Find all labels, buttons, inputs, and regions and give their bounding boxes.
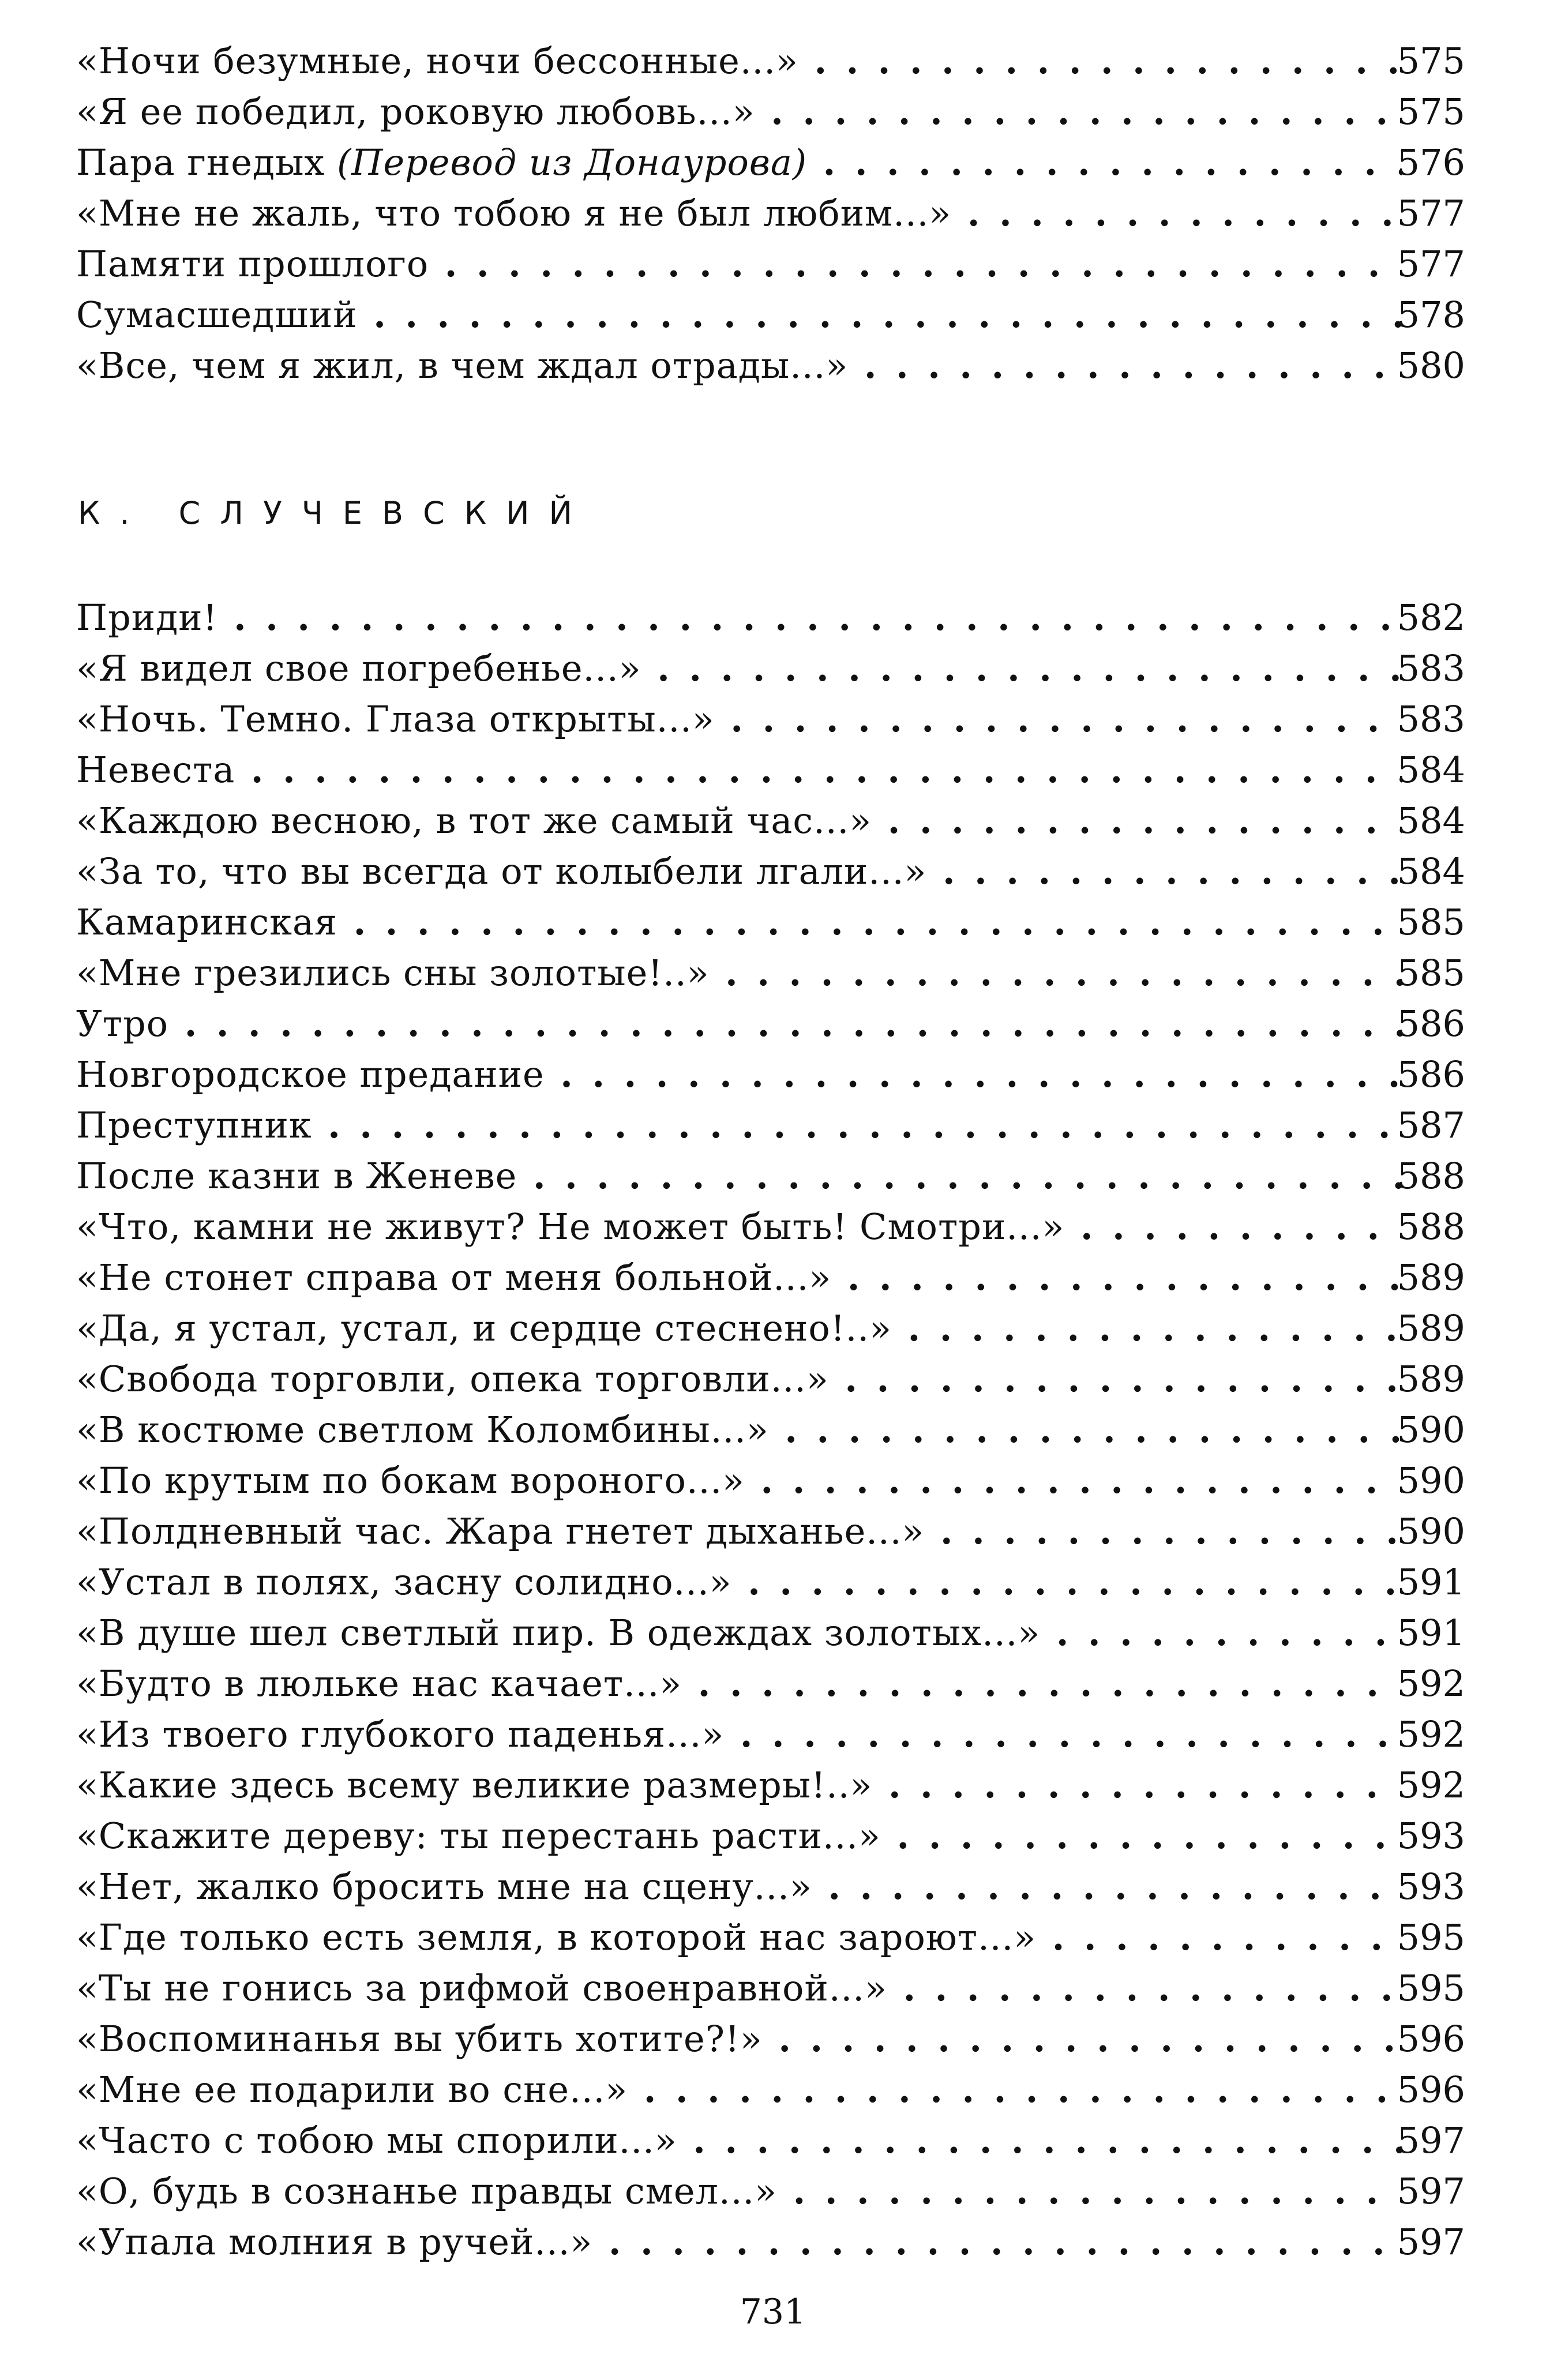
toc-list-sluchevsky — [0, 592, 1546, 2268]
toc-entry — [0, 1405, 1546, 1455]
toc-entry — [0, 795, 1546, 846]
toc-entry-subtitle: (Перевод из Донаурова) — [337, 141, 808, 183]
toc-entry — [0, 239, 1546, 290]
toc-entry-page-number: 589 — [1397, 1358, 1465, 1400]
page-number: 731 — [740, 2292, 806, 2332]
toc-entry — [0, 897, 1546, 948]
toc-entry-title — [76, 1405, 1402, 1455]
toc-entry — [0, 1709, 1546, 1760]
toc-entry-title — [76, 1811, 1402, 1861]
toc-entry-title-text: «Я ее победил, роковую любовь...» — [76, 91, 755, 133]
toc-entry — [0, 2166, 1546, 2217]
toc-entry — [0, 1912, 1546, 1963]
toc-entry-title — [76, 998, 1402, 1049]
toc-entry — [0, 2217, 1546, 2268]
toc-entry-title-text: Невеста — [76, 749, 235, 791]
toc-entry-page-number: 591 — [1397, 1561, 1465, 1603]
toc-entry-page-number: 588 — [1397, 1206, 1465, 1248]
toc-entry — [0, 1811, 1546, 1861]
toc-entry — [0, 1760, 1546, 1811]
toc-entry-title-text: «Нет, жалко бросить мне на сцену...» — [76, 1865, 812, 1908]
toc-entry — [0, 340, 1546, 391]
toc-entry-title-text: «Ты не гонись за рифмой своенравной...» — [76, 1967, 887, 2009]
toc-entry-page-number: 585 — [1397, 952, 1465, 994]
toc-entry-title — [76, 1151, 1402, 1202]
toc-entry-title — [76, 592, 1402, 643]
toc-entry-title-text: «Полдневный час. Жара гнетет дыханье...» — [76, 1510, 925, 1552]
toc-entry — [0, 846, 1546, 897]
toc-entry-page-number: 588 — [1397, 1155, 1465, 1197]
toc-entry-title-text: «В костюме светлом Коломбины...» — [76, 1409, 769, 1451]
toc-entry — [0, 36, 1546, 87]
toc-entry-title — [76, 1303, 1402, 1354]
toc-entry-page-number: 596 — [1397, 2069, 1465, 2111]
toc-entry-title — [76, 1202, 1402, 1252]
toc-entry-page-number: 590 — [1397, 1409, 1465, 1451]
toc-entry — [0, 1303, 1546, 1354]
toc-entry — [0, 1608, 1546, 1658]
toc-entry-title — [76, 1608, 1402, 1658]
toc-entry-title-text: «Из твоего глубокого паденья...» — [76, 1713, 725, 1755]
toc-entry-title-text: «Да, я устал, устал, и сердце стеснено!..» — [76, 1307, 892, 1349]
section-heading: К. СЛУЧЕВСКИЙ — [78, 495, 592, 531]
toc-entry-page-number: 592 — [1397, 1662, 1465, 1705]
toc-entry-title — [76, 2217, 1402, 2268]
toc-list-previous-author — [0, 36, 1546, 391]
toc-entry-title — [76, 2166, 1402, 2217]
toc-entry — [0, 1455, 1546, 1506]
toc-entry-title-text: «Где только есть земля, в которой нас зароют...» — [76, 1916, 1037, 1958]
toc-entry-page-number: 590 — [1397, 1510, 1465, 1552]
toc-entry-title-text: «Мне ее подарили во сне...» — [76, 2069, 628, 2111]
toc-entry-page-number: 580 — [1397, 344, 1465, 386]
toc-entry-page-number: 592 — [1397, 1764, 1465, 1806]
toc-entry — [0, 1252, 1546, 1303]
toc-entry-title — [76, 1861, 1402, 1912]
toc-entry-title — [76, 36, 1402, 87]
toc-entry-page-number: 597 — [1397, 2221, 1465, 2263]
toc-entry-title-text: «Какие здесь всему великие размеры!..» — [76, 1764, 873, 1806]
toc-entry — [0, 2064, 1546, 2115]
toc-entry-title — [76, 795, 1402, 846]
toc-entry-page-number: 591 — [1397, 1612, 1465, 1654]
toc-entry — [0, 137, 1546, 188]
toc-entry-page-number: 578 — [1397, 294, 1465, 336]
toc-entry-title — [76, 1354, 1402, 1405]
toc-entry-title-text: «О, будь в сознанье правды смел...» — [76, 2170, 778, 2212]
toc-entry-page-number: 593 — [1397, 1815, 1465, 1857]
toc-entry — [0, 1506, 1546, 1557]
toc-entry-title — [76, 239, 1402, 290]
toc-entry-page-number: 592 — [1397, 1713, 1465, 1755]
toc-entry-title-text: Памяти прошлого — [76, 243, 429, 285]
toc-entry-page-number: 597 — [1397, 2170, 1465, 2212]
toc-entry-title-text: «По крутым по бокам вороного...» — [76, 1459, 745, 1501]
toc-entry-page-number: 575 — [1397, 40, 1465, 82]
toc-entry-page-number: 576 — [1397, 141, 1465, 183]
toc-entry-title-text: «Ночь. Темно. Глаза открыты...» — [76, 698, 715, 740]
toc-entry-page-number: 586 — [1397, 1003, 1465, 1045]
toc-entry — [0, 1354, 1546, 1405]
toc-entry-page-number: 595 — [1397, 1967, 1465, 2009]
toc-entry-title-text: «Свобода торговли, опека торговли...» — [76, 1358, 829, 1400]
toc-entry — [0, 1202, 1546, 1252]
toc-entry — [0, 1100, 1546, 1151]
toc-entry-title — [76, 137, 1402, 188]
toc-entry-page-number: 577 — [1397, 243, 1465, 285]
toc-entry-title — [76, 1049, 1402, 1100]
toc-entry — [0, 1658, 1546, 1709]
toc-entry-title-text: После казни в Женеве — [76, 1155, 517, 1197]
toc-entry-page-number: 585 — [1397, 901, 1465, 943]
toc-entry-page-number: 582 — [1397, 596, 1465, 639]
toc-entry-title-text: Утро — [76, 1003, 169, 1045]
toc-entry-title — [76, 87, 1402, 137]
toc-entry-title — [76, 948, 1402, 998]
toc-entry-title-text: Камаринская — [76, 901, 338, 943]
toc-entry-title-text: «Часто с тобою мы спорили...» — [76, 2119, 677, 2161]
toc-entry-title-text: «Воспоминанья вы убить хотите?!» — [76, 2018, 763, 2060]
toc-entry — [0, 1963, 1546, 2014]
toc-entry-page-number: 593 — [1397, 1865, 1465, 1908]
toc-entry — [0, 1861, 1546, 1912]
toc-entry-page-number: 584 — [1397, 799, 1465, 842]
toc-entry-page-number: 584 — [1397, 850, 1465, 892]
toc-entry-title — [76, 745, 1402, 795]
toc-entry-page-number: 589 — [1397, 1256, 1465, 1298]
toc-entry-title — [76, 694, 1402, 745]
toc-entry-title — [76, 1557, 1402, 1608]
toc-entry-title — [76, 1709, 1402, 1760]
toc-entry — [0, 87, 1546, 137]
toc-entry-title-text: «Скажите дереву: ты перестань расти...» — [76, 1815, 881, 1857]
toc-entry-title-text: Преступник — [76, 1104, 312, 1146]
toc-entry — [0, 2014, 1546, 2064]
toc-entry-title — [76, 643, 1402, 694]
toc-entry-title-text: «Устал в полях, засну солидно...» — [76, 1561, 732, 1603]
toc-entry — [0, 948, 1546, 998]
toc-entry — [0, 1151, 1546, 1202]
toc-entry — [0, 592, 1546, 643]
toc-entry — [0, 1049, 1546, 1100]
toc-entry-title-text: «За то, что вы всегда от колыбели лгали...» — [76, 850, 927, 892]
toc-entry — [0, 694, 1546, 745]
toc-entry-title — [76, 2014, 1402, 2064]
toc-entry-title — [76, 1963, 1402, 2014]
toc-entry-title-text: Пара гнедых — [76, 141, 325, 183]
toc-entry-title — [76, 846, 1402, 897]
toc-entry-title — [76, 897, 1402, 948]
toc-entry-title — [76, 1912, 1402, 1963]
toc-entry-title-text: «Все, чем я жил, в чем ждал отрады...» — [76, 344, 849, 386]
toc-entry-title-text: «В душе шел светлый пир. В одеждах золотых...» — [76, 1612, 1041, 1654]
toc-entry-title-text: «Мне грезились сны золотые!..» — [76, 952, 710, 994]
toc-entry — [0, 188, 1546, 239]
toc-entry — [0, 1557, 1546, 1608]
toc-entry-title-text: Сумасшедший — [76, 294, 358, 336]
toc-entry-page-number: 586 — [1397, 1053, 1465, 1095]
toc-entry — [0, 998, 1546, 1049]
toc-entry-page-number: 577 — [1397, 192, 1465, 234]
toc-entry-title-text: Приди! — [76, 596, 218, 639]
toc-entry — [0, 745, 1546, 795]
toc-entry-page-number: 583 — [1397, 647, 1465, 689]
toc-entry-title-text: «Я видел свое погребенье...» — [76, 647, 641, 689]
toc-entry-title — [76, 188, 1402, 239]
toc-entry — [0, 643, 1546, 694]
toc-entry-title — [76, 1100, 1402, 1151]
toc-entry-page-number: 589 — [1397, 1307, 1465, 1349]
toc-entry-page-number: 584 — [1397, 749, 1465, 791]
toc-entry-title-text: «Каждою весною, в тот же самый час...» — [76, 799, 872, 842]
toc-entry-title-text: «Упала молния в ручей...» — [76, 2221, 593, 2263]
toc-entry — [0, 2115, 1546, 2166]
toc-entry-title-text: «Будто в люльке нас качает...» — [76, 1662, 682, 1705]
toc-entry-page-number: 575 — [1397, 91, 1465, 133]
toc-entry-page-number: 597 — [1397, 2119, 1465, 2161]
toc-entry-title — [76, 1455, 1402, 1506]
toc-entry-title — [76, 2115, 1402, 2166]
toc-entry-title-text: «Мне не жаль, что тобою я не был любим...» — [76, 192, 952, 234]
toc-entry-page-number: 590 — [1397, 1459, 1465, 1501]
toc-entry-title — [76, 2064, 1402, 2115]
toc-entry-title — [76, 290, 1402, 340]
toc-entry-title — [76, 1506, 1402, 1557]
toc-entry-page-number: 595 — [1397, 1916, 1465, 1958]
toc-entry-title-text: «Ночи безумные, ночи бессонные...» — [76, 40, 798, 82]
toc-entry-title-text: Новгородское предание — [76, 1053, 545, 1095]
toc-entry-title — [76, 1760, 1402, 1811]
toc-entry-title-text: «Что, камни не живут? Не может быть! Смотри...» — [76, 1206, 1065, 1248]
toc-entry-title — [76, 1658, 1402, 1709]
toc-entry-title — [76, 1252, 1402, 1303]
toc-entry-page-number: 583 — [1397, 698, 1465, 740]
toc-entry-title-text: «Не стонет справа от меня больной...» — [76, 1256, 832, 1298]
toc-entry-page-number: 587 — [1397, 1104, 1465, 1146]
toc-entry-title — [76, 340, 1402, 391]
toc-entry — [0, 290, 1546, 340]
toc-entry-page-number: 596 — [1397, 2018, 1465, 2060]
